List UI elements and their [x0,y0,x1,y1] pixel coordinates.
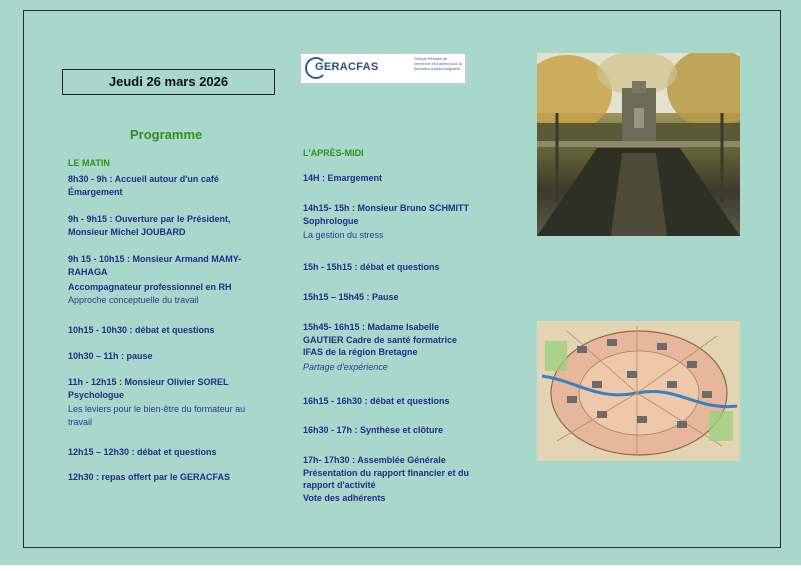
afternoon-item: 17h- 17h30 : Assemblée Générale Présentation du rapport financier et du rapport d'activité Vote des adhérents [303,455,470,503]
logo-name: GERACFAS [315,61,379,73]
afternoon-item: 15h45- 16h15 : Madame Isabelle GAUTIER Cadre de santé formatrice IFAS de la région Bretagne Partage d'expérience [303,322,458,372]
afternoon-item: 14h15- 15h : Monsieur Bruno SCHMITT Sophrologue La gestion du stress [303,203,470,240]
paris-map [537,321,740,461]
geracfas-logo [300,53,466,84]
logo-tagline: Groupe d'études de recherche et d'action pour la formation d'aides-soignants [414,57,462,71]
afternoon-item: 15h - 15h15 : débat et questions [303,262,440,272]
morning-item: 10h30 – 11h : pause [68,351,153,361]
morning-item: 10h15 - 10h30 : débat et questions [68,325,215,335]
map-illustration-icon [537,321,740,461]
morning-item: 9h - 9h15 : Ouverture par le Président, Monsieur Michel JOUBARD [68,214,231,237]
afternoon-heading: L'APRÈS-MIDI [303,148,364,158]
afternoon-item: 15h15 – 15h45 : Pause [303,292,399,302]
morning-item: 11h - 12h15 : Monsieur Olivier SOREL Psychologue Les leviers pour le bien-être du formateur au travail [68,377,246,427]
morning-heading: LE MATIN [68,158,110,168]
programme-title: Programme [130,127,203,142]
morning-item: 8h30 - 9h : Accueil autour d'un café Émargement [68,174,219,197]
morning-item: 12h15 – 12h30 : débat et questions [68,447,217,457]
afternoon-item: 16h15 - 16h30 : débat et questions [303,396,450,406]
afternoon-item: 14H : Emargement [303,173,383,183]
event-date: Jeudi 26 mars 2026 [62,69,275,95]
afternoon-item: 16h30 - 17h : Synthèse et clôture [303,425,444,435]
morning-item: 9h 15 - 10h15 : Monsieur Armand MAMY- RAHAGA Accompagnateur professionnel en RH Approche conceptuelle du travail [68,254,242,305]
morning-item: 12h30 : repas offert par le GERACFAS [68,472,231,482]
fountain-illustration-icon [537,53,740,236]
fountain-garden-photo [537,53,740,236]
